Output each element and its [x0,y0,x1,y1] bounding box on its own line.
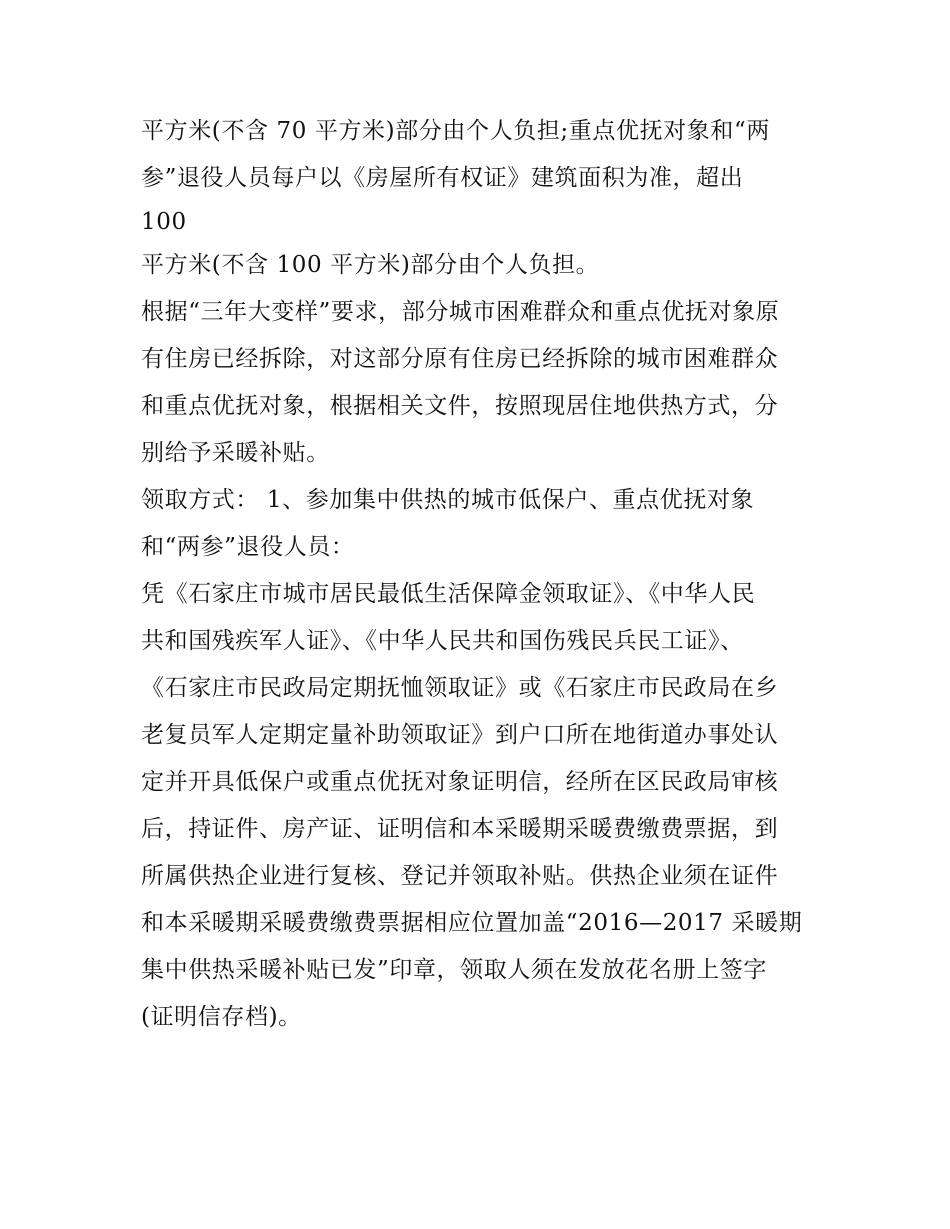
text-line: 别给予采暖补贴。 [141,440,330,466]
text-line: 和“两参”退役人员： [141,534,355,560]
text-line: 参”退役人员每户以《房屋所有权证》建筑面积为准，超出 [141,165,744,191]
text-line: 后，持证件、房产证、证明信和本采暖期采暖费缴费票据，到 [141,816,779,842]
text-line: 平方米(不含 100 平方米)部分由个人负担。 [141,252,600,278]
text-line: 有住房已经拆除，对这部分原有住房已经拆除的城市困难群众 [141,346,779,372]
text-line: 所属供热企业进行复核、登记并领取补贴。供热企业须在证件 [141,863,779,889]
text-line: 根据“三年大变样”要求，部分城市困难群众和重点优抚对象原 [141,299,780,325]
text-line: 共和国残疾军人证》、《中华人民共和国伤残民兵民工证》、 [141,628,744,654]
text-line: 领取方式： 1、参加集中供热的城市低保户、重点优抚对象 [141,487,755,513]
text-line: 100 [141,209,187,235]
text-line: (证明信存档)。 [141,1004,302,1030]
text-line: 老复员军人定期定量补助领取证》到户口所在地街道办事处认 [141,722,779,748]
text-line: 凭《石家庄市城市居民最低生活保障金领取证》、《中华人民 [141,581,756,607]
document-body [141,108,821,1041]
text-line: 和重点优抚对象，根据相关文件，按照现居住地供热方式，分 [141,393,779,419]
text-line: 集中供热采暖补贴已发”印章，领取人须在发放花名册上签字 [141,957,767,983]
text-line: 《石家庄市民政局定期抚恤领取证》或《石家庄市民政局在乡 [141,675,779,701]
text-line: 定并开具低保户或重点优抚对象证明信，经所在区民政局审核 [141,769,779,795]
text-line: 平方米(不含 70 平方米)部分由个人负担;重点优抚对象和“两 [141,118,770,144]
text-line: 和本采暖期采暖费缴费票据相应位置加盖“2016—2017 采暖期 [141,910,803,936]
